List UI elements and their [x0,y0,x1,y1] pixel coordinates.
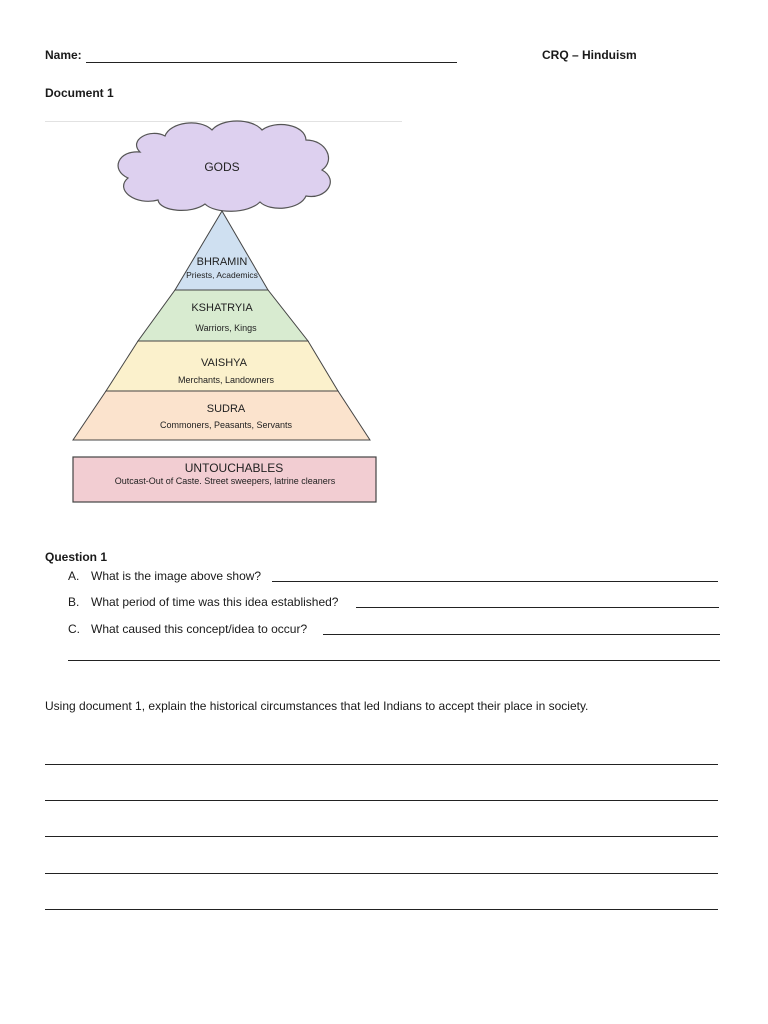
essay-line[interactable] [45,836,718,837]
level-vaishya-desc: Merchants, Landowners [177,375,275,385]
level-sudra-name: SUDRA [206,403,246,415]
untouchables-name: UNTOUCHABLES [184,461,284,475]
level-kshatryia-name: KSHATRYIA [191,302,253,314]
question1-a-letter: A. [68,569,80,583]
level-sudra-shape [73,391,370,440]
worksheet-title: CRQ – Hinduism [542,48,637,62]
essay-prompt: Using document 1, explain the historical circumstances that led Indians to accept their place in society. [45,699,589,713]
level-bhramin-desc: Priests, Academics [186,270,258,280]
question1-c-letter: C. [68,622,80,636]
essay-line[interactable] [45,873,718,874]
answer-line-c-extra[interactable] [68,660,720,661]
question1-title: Question 1 [45,550,108,564]
gods-label: GODS [204,160,240,174]
question1-c-text: What caused this concept/idea to occur? [91,622,308,636]
essay-line[interactable] [45,909,718,910]
answer-line-b[interactable] [356,607,719,608]
level-bhramin-name: BHRAMIN [196,256,248,268]
answer-line-a[interactable] [272,581,718,582]
level-kshatryia-shape [138,290,308,341]
level-sudra-desc: Commoners, Peasants, Servants [159,420,293,430]
untouchables-desc: Outcast-Out of Caste. Street sweepers, latrine cleaners [114,476,336,486]
document-label: Document 1 [45,86,114,100]
answer-line-c[interactable] [323,634,720,635]
level-kshatryia-desc: Warriors, Kings [195,323,257,333]
question1-b-text: What period of time was this idea established? [91,595,339,609]
question1-a-text: What is the image above show? [91,569,262,583]
name-label: Name: [45,48,82,62]
question1-b-letter: B. [68,595,80,609]
essay-line[interactable] [45,800,718,801]
level-vaishya-name: VAISHYA [200,357,248,369]
essay-line[interactable] [45,764,718,765]
